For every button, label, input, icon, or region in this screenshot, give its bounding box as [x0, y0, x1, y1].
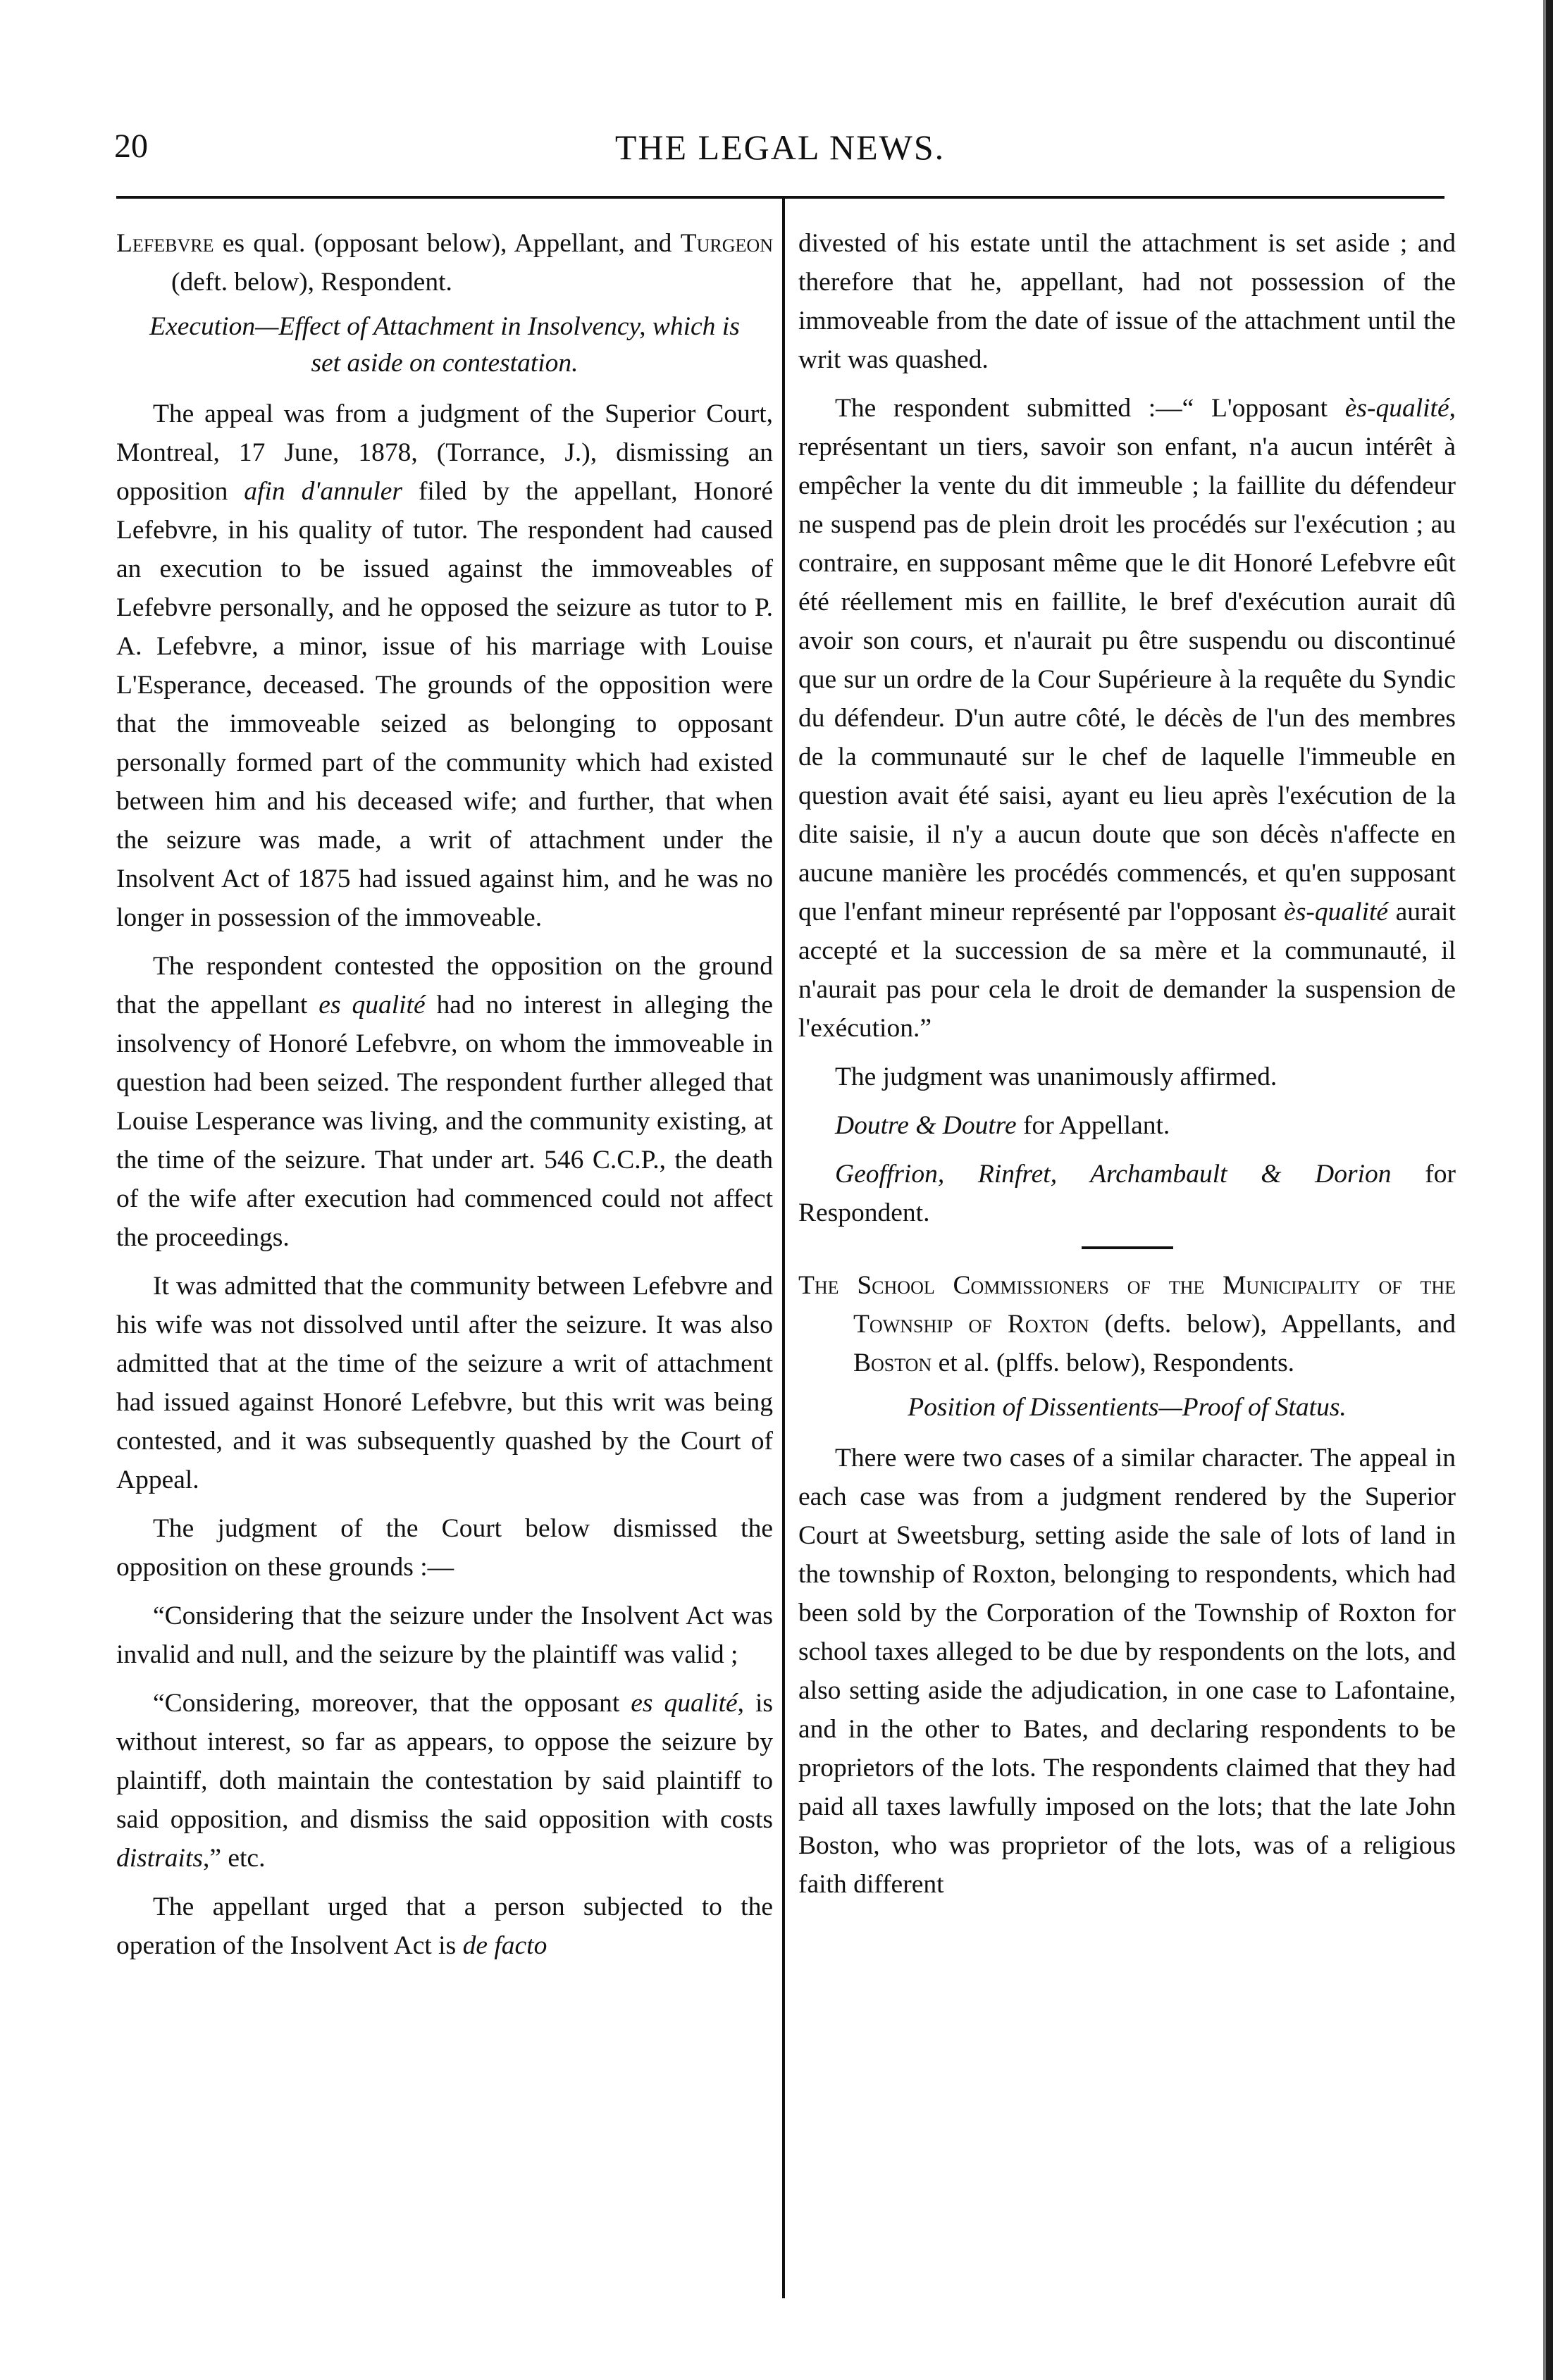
case-title-text: es qual. (opposant below), Appellant, and	[214, 229, 681, 258]
case-title-text: et al. (plffs. below), Respondents.	[932, 1349, 1295, 1377]
right-column	[798, 224, 1456, 1914]
text: , représentant un tiers, savoir son enfant, n'a aucun intérêt à empêcher la vente du dit immeuble ; la faillite du défendeur ne suspend pas de plein droit les procédés sur l'exécution ; au contraire, en supposant même que le dit Honoré Lefebvre eût été réellement mis en faillite, le bref d'exécution aurait dû avoir son cours, et n'aurait pu être suspendu ou discontinué que sur un ordre de la Cour Supérieure à la requête du Syndic du défendeur. D'un autre côté, le décès de l'un des membres de la communauté sur le chef de laquelle l'immeuble en question avait été saisi, ayant eu lieu après l'exécution de la dite saisie, il n'y a aucun doute que son décès n'affecte en aucune manière les procédés commencés, et qu'en supposant que l'enfant mineur représenté par l'opposant	[798, 394, 1456, 926]
party-name: Boston	[853, 1349, 932, 1377]
header-rule	[116, 196, 1444, 199]
text: The appellant urged that a person subjected to the operation of the Insolvent Act is	[116, 1892, 773, 1960]
left-column	[116, 224, 773, 1975]
quotation	[116, 1684, 773, 1878]
paragraph: It was admitted that the community between Lefebvre and his wife was not dissolved until after the seizure. It was also admitted that at the time of the seizure a writ of attachment had issued against Honoré Lefebvre, but this writ was being contested, and it was subsequently quashed by the Court of Appeal.	[116, 1272, 773, 1494]
paragraph: There were two cases of a similar character. The appeal in each case was from a judgment rendered by the Superior Court at Sweetsburg, setting aside the sale of lots of land in the township of Roxton, belonging to respondents, which had been sold by the Corporation of the Township of Roxton for school taxes alleged to be due by respondents on the lots, and also setting aside the adjudication, in one case to Lafontaine, and in the other to Bates, and declaring respondents to be proprietors of the lots. The respondents claimed that they had paid all taxes lawfully imposed on the lots; that the late John Boston, who was proprietor of the lots, was of a religious faith different	[798, 1444, 1456, 1899]
paragraph: The judgment of the Court below dismissed the opposition on these grounds :—	[116, 1514, 773, 1582]
text: The appeal was from a judgment of the Superior Court, Montreal, 17 June, 1878, (Torrance, J.), dismissing an opposition	[116, 399, 773, 506]
paragraph	[116, 947, 773, 1257]
page-edge-shadow-inner	[1543, 0, 1546, 2380]
text: , is without interest, so far as appears, to oppose the seizure by plaintiff, doth maintain the contestation by said plaintiff to said opposition, and dismiss the said opposition with costs	[116, 1689, 774, 1834]
journal-title: THE LEGAL NEWS.	[614, 128, 946, 167]
italic-text: Doutre & Doutre	[835, 1111, 1017, 1140]
case-title-text: (defts. below), Appellants, and	[1089, 1310, 1456, 1339]
italic-text: ès-qualité	[1344, 394, 1449, 423]
page-edge-shadow	[1546, 0, 1553, 2380]
text: filed by the appellant, Honoré Lefebvre, in his quality of tutor. The respondent had caused an execution to be issued against the immoveables of Lefebvre personally, and he opposed the seizure as tutor to P. A. Lefebvre, a minor, issue of his marriage with Louise L'Esperance, deceased. The grounds of the opposition were that the immoveable seized as belonging to opposant personally formed part of the community which had existed between him and his deceased wife; and further, that when the seizure was made, a writ of attachment under the Insolvent Act of 1875 had issued against him, and he was no longer in possession of the immoveable.	[116, 477, 773, 932]
party-name: Lefebvre	[116, 229, 214, 258]
italic-text: Geoffrion, Rinfret, Archambault & Dorion	[835, 1160, 1392, 1189]
italic-text: ès-qualité	[1284, 898, 1389, 926]
paragraph	[116, 395, 773, 937]
party-name: Turgeon	[680, 229, 773, 258]
page-number: 20	[114, 128, 148, 165]
paragraph	[116, 1888, 773, 1965]
case-title	[798, 1266, 1456, 1382]
case-title-text: (deft. below), Respondent.	[171, 268, 452, 297]
text: for Respondent.	[798, 1160, 1456, 1227]
text: The respondent submitted :—“ L'opposant	[835, 394, 1345, 423]
italic-text: afin d'annuler	[244, 477, 402, 506]
party-name: The School Commissioners of the Municipality of the Township of Roxton	[798, 1271, 1456, 1339]
paragraph: divested of his estate until the attachment is set aside ; and therefore that he, appellant, had not possession of the immoveable from the date of issue of the attachment until the writ was quashed.	[798, 229, 1456, 374]
counsel-line	[798, 1155, 1456, 1232]
page-header	[114, 127, 1446, 176]
paragraph	[798, 389, 1456, 1048]
text: The respondent contested the opposition on the ground that the appellant	[116, 952, 773, 1019]
italic-text: es qualité	[318, 991, 426, 1019]
headnote: Position of Dissentients—Proof of Status.	[908, 1393, 1347, 1422]
text: had no interest in alleging the insolvency of Honoré Lefebvre, on whom the immoveable in question had been seized. The respondent further alleged that Louise Lesperance was living, and the community existing, at the time of the seizure. That under art. 546 C.C.P., the death of the wife after execution had commenced could not affect the proceedings.	[116, 991, 774, 1252]
headnote: Execution—Effect of Attachment in Insolvency, which is set aside on contestation.	[149, 312, 740, 378]
section-divider	[1082, 1246, 1173, 1249]
italic-text: distraits	[116, 1844, 203, 1873]
text: “Considering, moreover, that the opposant	[153, 1689, 631, 1718]
counsel-line	[798, 1106, 1456, 1145]
italic-text: es qualité	[631, 1689, 738, 1718]
case-title	[116, 224, 773, 302]
quotation: “Considering that the seizure under the Insolvent Act was invalid and null, and the seizure by the plaintiff was valid ;	[116, 1601, 773, 1669]
text: ,” etc.	[202, 1844, 266, 1873]
column-divider	[782, 199, 785, 2298]
text: aurait accepté et la succession de sa mère et la communauté, il n'aurait pas pour cela le droit de demander la suspension de l'exécution.”	[798, 898, 1456, 1043]
italic-text: de facto	[462, 1931, 547, 1960]
paragraph: The judgment was unanimously affirmed.	[835, 1062, 1277, 1091]
text: for Appellant.	[1016, 1111, 1170, 1140]
